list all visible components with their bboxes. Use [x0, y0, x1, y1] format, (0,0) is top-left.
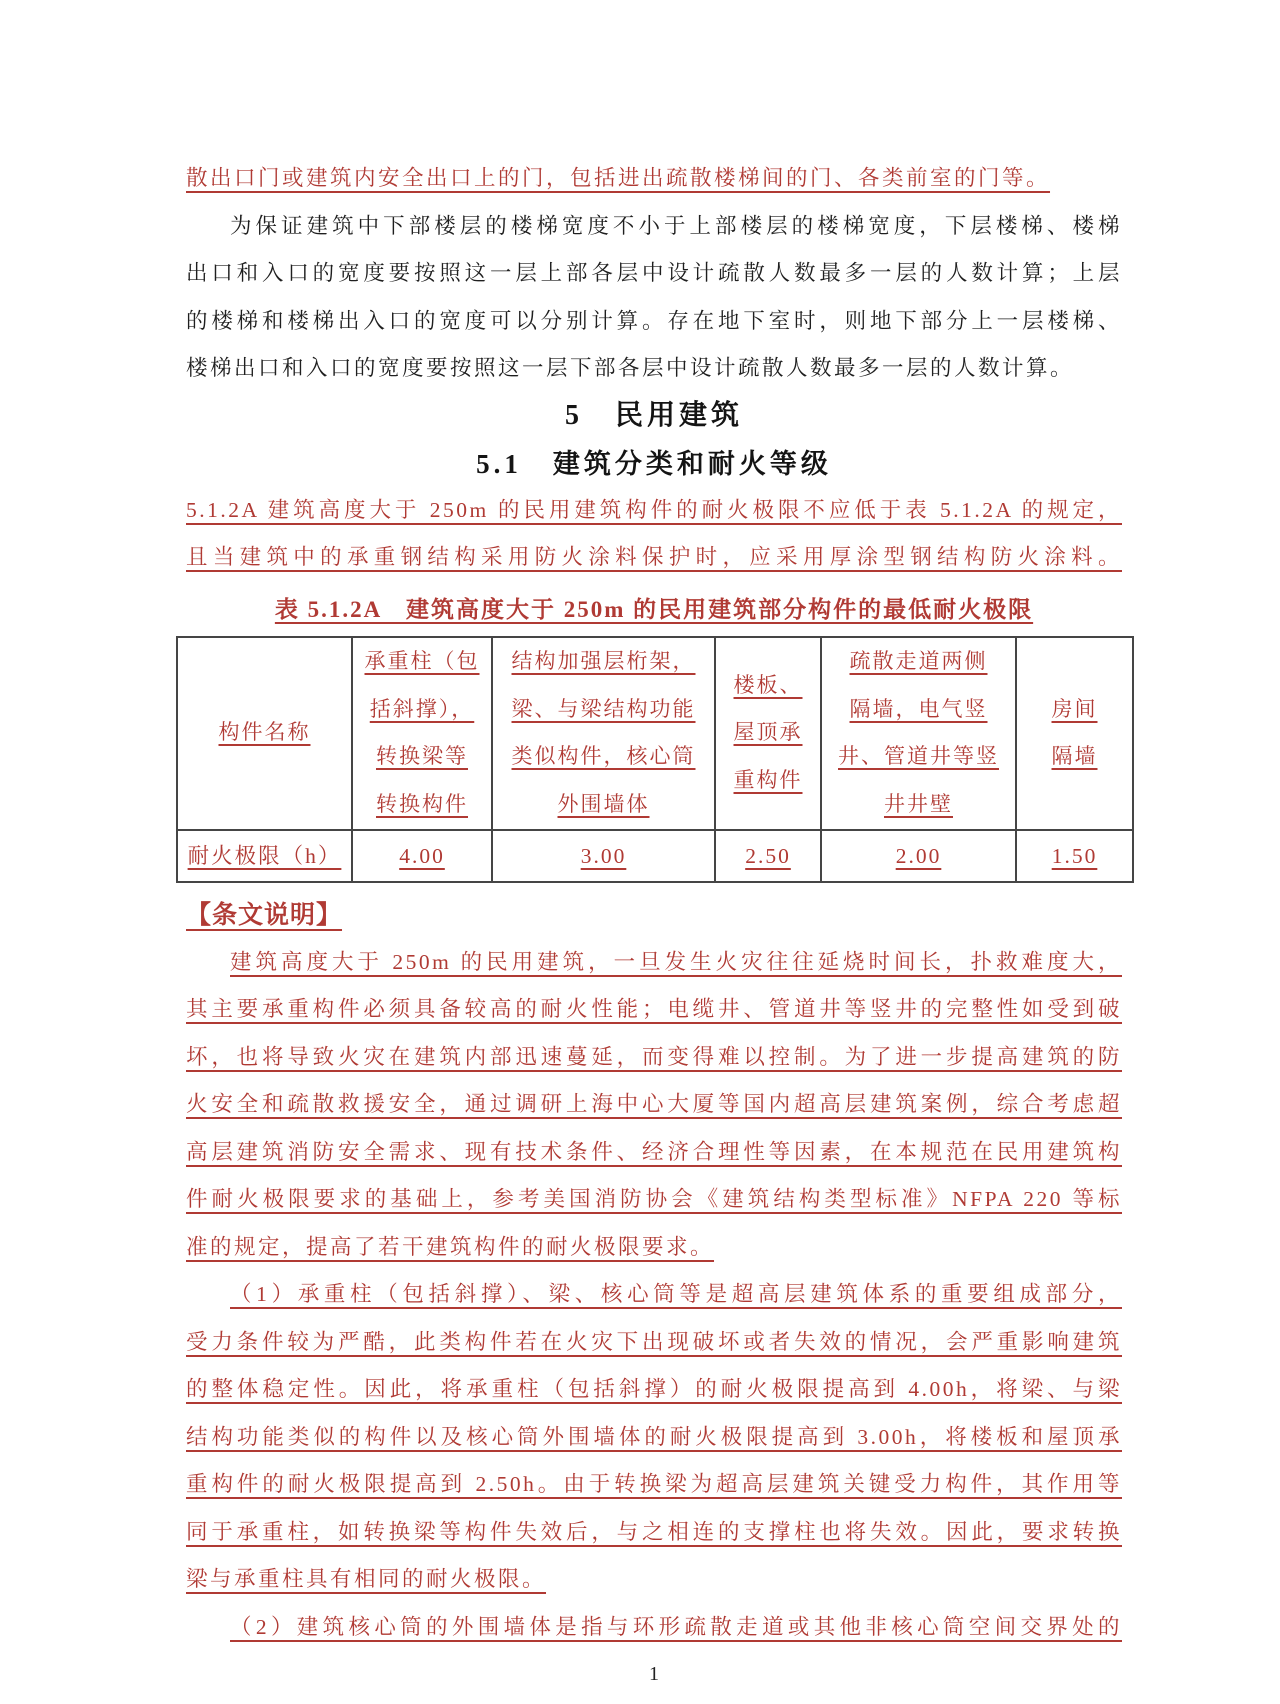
intro-paragraph: [186, 203, 1122, 393]
table-cell-text: 转换构件: [376, 791, 468, 816]
text-line: 梁与承重柱具有相同的耐火极限。: [186, 1567, 547, 1591]
commentary-paragraph: [186, 939, 1122, 1272]
table-cell: [1017, 831, 1132, 881]
table-data-row: [178, 831, 1132, 881]
table-cell: [178, 638, 353, 829]
table-title: 表 5.1.2A 建筑高度大于 250m 的民用建筑部分构件的最低耐火极限: [274, 596, 1034, 622]
table-cell-text: 承重柱（包: [364, 649, 480, 673]
table-cell-text: 耐火极限（h）: [187, 843, 342, 868]
commentary-paragraph: [186, 1271, 1122, 1604]
text-line: 5.1.2A 建筑高度大于 250m 的民用建筑构件的耐火极限不应低于表 5.1.2A 的规定，: [186, 497, 1122, 522]
text-line: 楼梯出口和入口的宽度要按照这一层下部各层中设计疏散人数最多一层的人数计算。: [186, 356, 1075, 380]
table-cell: [822, 831, 1017, 881]
table-cell-text: 3.00: [580, 843, 627, 868]
table-cell: [353, 831, 493, 881]
table-cell: [716, 638, 822, 829]
table-cell-text: 井井壁: [884, 791, 953, 816]
text-line: 同于承重柱，如转换梁等构件失效后，与之相连的支撑柱也将失效。因此，要求转换: [186, 1519, 1122, 1544]
table-cell: [716, 831, 822, 881]
commentary-section: [186, 939, 1122, 1652]
commentary-paragraph: [186, 1604, 1122, 1652]
table-cell: [822, 638, 1017, 829]
table-cell-text: 转换梁等: [376, 744, 468, 768]
table-cell-text: 隔墙: [1051, 744, 1098, 768]
text-line: 的楼梯和楼梯出入口的宽度可以分别计算。存在地下室时，则地下部分上一层楼梯、: [186, 308, 1122, 333]
text-line: 结构功能类似的构件以及核心筒外围墙体的耐火极限提高到 3.00h，将楼板和屋顶承: [186, 1424, 1122, 1449]
text-line: 准的规定，提高了若干建筑构件的耐火极限要求。: [186, 1234, 715, 1259]
table-cell-text: 屋顶承: [733, 720, 803, 745]
text-line: 建筑高度大于 250m 的民用建筑，一旦发生火灾往往延烧时间长，扑救难度大，: [230, 949, 1122, 974]
page-content: [186, 155, 1122, 1686]
table-cell: [353, 638, 493, 829]
text-line: 出口和入口的宽度要按照这一层上部各层中设计疏散人数最多一层的人数计算；上层: [186, 261, 1122, 285]
table-cell: [493, 638, 716, 829]
table-cell-text: 2.00: [895, 843, 942, 868]
table-cell-text: 楼板、: [733, 672, 803, 697]
text-line: （2）建筑核心筒的外围墙体是指与环形疏散走道或其他非核心筒空间交界处的: [230, 1614, 1122, 1639]
text-line: 坏，也将导致火灾在建筑内部迅速蔓延，而变得难以控制。为了进一步提高建筑的防: [186, 1044, 1122, 1069]
page-number: 1: [649, 1663, 659, 1685]
table-cell: [493, 831, 716, 881]
text-line: 重构件的耐火极限提高到 2.50h。由于转换梁为超高层建筑关键受力构件，其作用等: [186, 1472, 1122, 1496]
table-cell-text: 房间: [1051, 696, 1098, 721]
table-cell-text: 井、管道井等竖: [838, 744, 999, 768]
text-line: 散出口门或建筑内安全出口上的门，包括进出疏散楼梯间的门、各类前室的门等。: [186, 166, 1051, 190]
text-line: 其主要承重构件必须具备较高的耐火性能；电缆井、管道井等竖井的完整性如受到破: [186, 997, 1122, 1021]
intro-fragment-paragraph: [186, 155, 1122, 203]
table-cell-text: 2.50: [745, 843, 791, 868]
table-cell-text: 类似构件，核心筒: [511, 744, 696, 768]
table-cell-text: 疏散走道两侧: [849, 649, 988, 673]
table-cell-text: 重构件: [733, 767, 803, 792]
chapter-heading: 5 民用建筑: [564, 399, 743, 431]
text-line: 受力条件较为严酷，此类构件若在火灾下出现破坏或者失效的情况，会严重影响建筑: [186, 1329, 1122, 1354]
text-line: （1）承重柱（包括斜撑）、梁、核心筒等是超高层建筑体系的重要组成部分，: [230, 1282, 1122, 1306]
text-line: 且当建筑中的承重钢结构采用防火涂料保护时，应采用厚涂型钢结构防火涂料。: [186, 545, 1122, 569]
section-heading: 5.1 建筑分类和耐火等级: [476, 448, 832, 479]
text-line: 高层建筑消防安全需求、现有技术条件、经济合理性等因素，在本规范在民用建筑构: [186, 1139, 1122, 1164]
table-header-row: [178, 638, 1132, 831]
table-cell-text: 括斜撑），: [369, 696, 475, 721]
table-cell: [1017, 638, 1132, 829]
table-cell-text: 梁、与梁结构功能: [511, 696, 696, 721]
table-cell-text: 4.00: [399, 843, 445, 868]
table-cell-text: 外围墙体: [557, 791, 650, 816]
table-cell-text: 1.50: [1051, 843, 1098, 868]
table-cell-text: 构件名称: [218, 720, 311, 745]
text-line: 件耐火极限要求的基础上，参考美国消防协会《建筑结构类型标准》NFPA 220 等标: [186, 1187, 1122, 1211]
clause-paragraph: [186, 487, 1122, 582]
table-cell: [178, 831, 353, 881]
text-line: 火安全和疏散救援安全，通过调研上海中心大厦等国内超高层建筑案例，综合考虑超: [186, 1092, 1122, 1116]
fire-resistance-table: [176, 636, 1134, 883]
text-line: 的整体稳定性。因此，将承重柱（包括斜撑）的耐火极限提高到 4.00h，将梁、与梁: [186, 1377, 1122, 1401]
text-line: 为保证建筑中下部楼层的楼梯宽度不小于上部楼层的楼梯宽度，下层楼梯、楼梯: [230, 213, 1122, 238]
commentary-label: 【条文说明】: [186, 901, 343, 929]
table-cell-text: 隔墙，电气竖: [849, 696, 988, 721]
table-cell-text: 结构加强层桁架，: [511, 649, 696, 673]
